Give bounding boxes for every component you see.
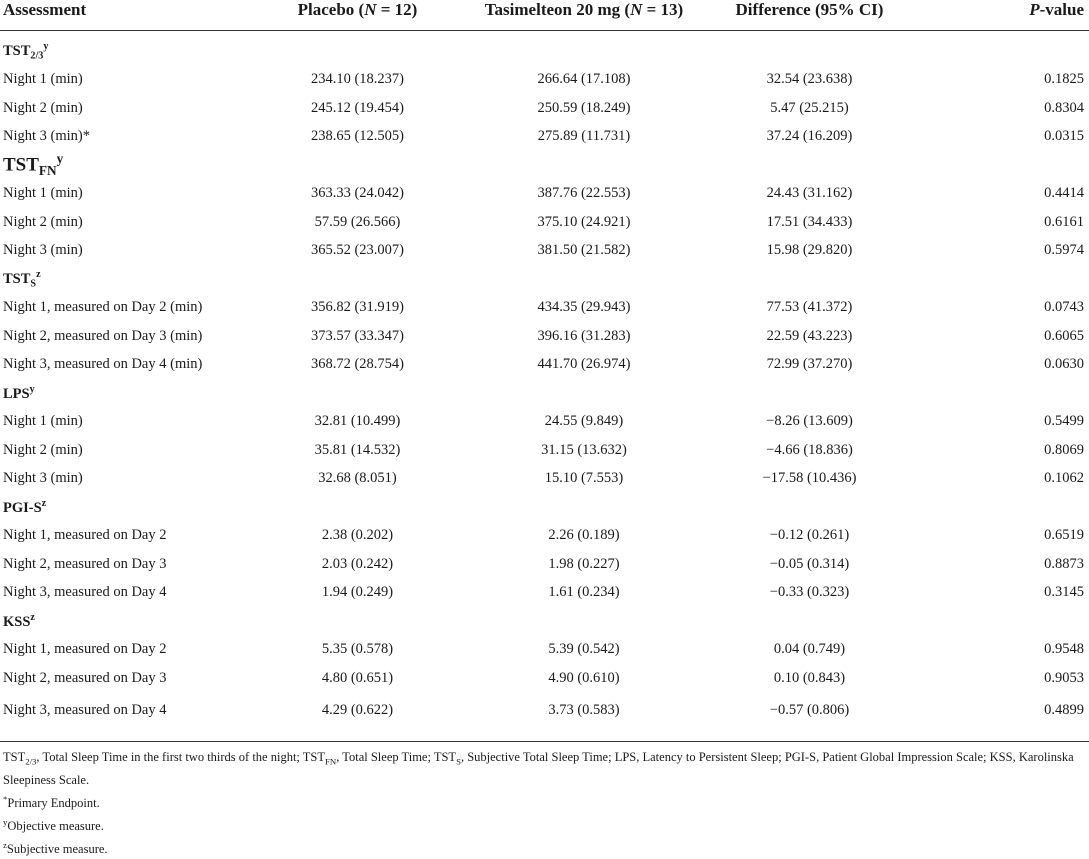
p-value: 0.5499 xyxy=(916,408,1089,437)
p-value: 0.3145 xyxy=(916,579,1089,608)
group-title-superscript: y xyxy=(43,41,48,52)
footnote-abbreviations xyxy=(3,748,1084,791)
header-tasimelteon: Tasimelteon 20 mg (N = 13) xyxy=(465,0,703,31)
difference-value: 24.43 (31.162) xyxy=(703,180,916,209)
tasimelteon-value: 2.26 (0.189) xyxy=(465,522,703,551)
tasimelteon-value: 1.61 (0.234) xyxy=(465,579,703,608)
placebo-value: 356.82 (31.919) xyxy=(250,294,465,323)
p-value: 0.5974 xyxy=(916,237,1089,266)
p-value: 0.6161 xyxy=(916,208,1089,237)
row-label: Night 3 (min)* xyxy=(0,123,250,152)
table-row xyxy=(0,465,1089,494)
table-row xyxy=(0,322,1089,351)
footnote-text: , Total Sleep Time; TST xyxy=(336,750,456,764)
header-assessment: Assessment xyxy=(0,0,250,31)
table-body xyxy=(0,31,1089,742)
p-value: 0.9548 xyxy=(916,636,1089,665)
footnote-note-text: Primary Endpoint. xyxy=(7,796,99,810)
table-row xyxy=(0,123,1089,152)
footnote-text: , Subjective Total Sleep Time; LPS, Latency to Persistent Sleep; PGI-S, Patient Global Impression Scale; KSS, Karolinska Sleepiness Scale. xyxy=(3,750,1074,788)
footnote-subscript: 2/3 xyxy=(25,756,36,766)
table-row xyxy=(0,664,1089,693)
row-label: Night 3 (min) xyxy=(0,465,250,494)
footnote-mark: * xyxy=(3,794,7,804)
tasimelteon-value: 4.90 (0.610) xyxy=(465,664,703,693)
header-difference: Difference (95% CI) xyxy=(703,0,916,31)
group-title-subscript: S xyxy=(30,279,36,290)
row-label: Night 2 (min) xyxy=(0,208,250,237)
p-value: 0.0743 xyxy=(916,294,1089,323)
difference-value: −0.05 (0.314) xyxy=(703,550,916,579)
placebo-value: 373.57 (33.347) xyxy=(250,322,465,351)
row-label: Night 3, measured on Day 4 xyxy=(0,693,250,742)
table-row xyxy=(0,208,1089,237)
group-title xyxy=(0,493,1089,522)
placebo-value: 238.65 (12.505) xyxy=(250,123,465,152)
tasimelteon-value: 381.50 (21.582) xyxy=(465,237,703,266)
group-title-subscript: 2/3 xyxy=(30,51,43,62)
header-p-value: P-value xyxy=(916,0,1089,31)
footnote-note-text: Objective measure. xyxy=(7,819,103,833)
group-row xyxy=(0,493,1089,522)
footnote-subscript: S xyxy=(456,756,461,766)
row-label: Night 1 (min) xyxy=(0,180,250,209)
row-label: Night 1, measured on Day 2 xyxy=(0,636,250,665)
tasimelteon-value: 15.10 (7.553) xyxy=(465,465,703,494)
difference-value: 22.59 (43.223) xyxy=(703,322,916,351)
group-title xyxy=(0,265,1089,294)
row-label: Night 3, measured on Day 4 xyxy=(0,579,250,608)
group-title-text: KSS xyxy=(3,614,30,630)
header-row xyxy=(0,0,1089,31)
p-value: 0.9053 xyxy=(916,664,1089,693)
placebo-value: 57.59 (26.566) xyxy=(250,208,465,237)
group-title-text: TST xyxy=(3,43,30,59)
tasimelteon-value: 387.76 (22.553) xyxy=(465,180,703,209)
group-row xyxy=(0,151,1089,180)
difference-value: 0.10 (0.843) xyxy=(703,664,916,693)
placebo-value: 32.81 (10.499) xyxy=(250,408,465,437)
p-value: 0.4899 xyxy=(916,693,1089,742)
table-row xyxy=(0,693,1089,742)
table-row xyxy=(0,408,1089,437)
table-row xyxy=(0,636,1089,665)
group-title-superscript: y xyxy=(57,151,64,166)
table-row xyxy=(0,294,1089,323)
group-title-subscript: FN xyxy=(39,163,57,178)
row-label: Night 1 (min) xyxy=(0,408,250,437)
row-label: Night 1, measured on Day 2 (min) xyxy=(0,294,250,323)
group-title-superscript: z xyxy=(30,612,35,623)
table-row xyxy=(0,550,1089,579)
placebo-value: 4.80 (0.651) xyxy=(250,664,465,693)
difference-value: 77.53 (41.372) xyxy=(703,294,916,323)
footnote-subscript: FN xyxy=(325,756,336,766)
placebo-value: 368.72 (28.754) xyxy=(250,351,465,380)
row-label: Night 2, measured on Day 3 (min) xyxy=(0,322,250,351)
group-title xyxy=(0,379,1089,408)
row-label: Night 1, measured on Day 2 xyxy=(0,522,250,551)
placebo-value: 1.94 (0.249) xyxy=(250,579,465,608)
placebo-value: 5.35 (0.578) xyxy=(250,636,465,665)
row-label: Night 1 (min) xyxy=(0,66,250,95)
group-title-text: PGI-S xyxy=(3,500,42,516)
p-value: 0.8304 xyxy=(916,94,1089,123)
table-row xyxy=(0,579,1089,608)
difference-value: 32.54 (23.638) xyxy=(703,66,916,95)
p-value: 0.4414 xyxy=(916,180,1089,209)
placebo-value: 32.68 (8.051) xyxy=(250,465,465,494)
p-value: 0.1825 xyxy=(916,66,1089,95)
table-row xyxy=(0,66,1089,95)
difference-value: 0.04 (0.749) xyxy=(703,636,916,665)
group-title xyxy=(0,151,1089,180)
p-value: 0.0630 xyxy=(916,351,1089,380)
tasimelteon-value: 5.39 (0.542) xyxy=(465,636,703,665)
row-label: Night 2, measured on Day 3 xyxy=(0,664,250,693)
difference-value: −0.12 (0.261) xyxy=(703,522,916,551)
row-label: Night 3 (min) xyxy=(0,237,250,266)
group-title-superscript: z xyxy=(42,498,47,509)
placebo-value: 245.12 (19.454) xyxy=(250,94,465,123)
difference-value: −0.57 (0.806) xyxy=(703,693,916,742)
tasimelteon-value: 275.89 (11.731) xyxy=(465,123,703,152)
table-row xyxy=(0,436,1089,465)
group-title-text: TST xyxy=(3,271,30,287)
placebo-value: 2.38 (0.202) xyxy=(250,522,465,551)
footnote-text: , Total Sleep Time in the first two thirds of the night; TST xyxy=(36,750,325,764)
table-row xyxy=(0,522,1089,551)
p-value: 0.6519 xyxy=(916,522,1089,551)
footnote-mark: y xyxy=(3,817,7,827)
difference-value: 72.99 (37.270) xyxy=(703,351,916,380)
placebo-value: 2.03 (0.242) xyxy=(250,550,465,579)
placebo-value: 35.81 (14.532) xyxy=(250,436,465,465)
tasimelteon-value: 31.15 (13.632) xyxy=(465,436,703,465)
group-title xyxy=(0,607,1089,636)
difference-value: −17.58 (10.436) xyxy=(703,465,916,494)
tasimelteon-value: 434.35 (29.943) xyxy=(465,294,703,323)
group-title xyxy=(0,31,1089,66)
tasimelteon-value: 24.55 (9.849) xyxy=(465,408,703,437)
tasimelteon-value: 1.98 (0.227) xyxy=(465,550,703,579)
footnote-note-text: Subjective measure. xyxy=(7,842,108,856)
footnote-note xyxy=(3,813,1084,836)
table-row xyxy=(0,237,1089,266)
p-value: 0.8069 xyxy=(916,436,1089,465)
group-row xyxy=(0,265,1089,294)
tasimelteon-value: 375.10 (24.921) xyxy=(465,208,703,237)
difference-value: −4.66 (18.836) xyxy=(703,436,916,465)
difference-value: 5.47 (25.215) xyxy=(703,94,916,123)
difference-value: −8.26 (13.609) xyxy=(703,408,916,437)
p-value: 0.6065 xyxy=(916,322,1089,351)
placebo-value: 4.29 (0.622) xyxy=(250,693,465,742)
header-placebo: Placebo (N = 12) xyxy=(250,0,465,31)
tasimelteon-value: 250.59 (18.249) xyxy=(465,94,703,123)
row-label: Night 3, measured on Day 4 (min) xyxy=(0,351,250,380)
tasimelteon-value: 266.64 (17.108) xyxy=(465,66,703,95)
group-row xyxy=(0,31,1089,66)
row-label: Night 2 (min) xyxy=(0,94,250,123)
table-footnotes xyxy=(0,742,1089,859)
p-value: 0.1062 xyxy=(916,465,1089,494)
p-value: 0.0315 xyxy=(916,123,1089,152)
placebo-value: 363.33 (24.042) xyxy=(250,180,465,209)
group-title-text: TST xyxy=(3,155,39,176)
placebo-value: 365.52 (23.007) xyxy=(250,237,465,266)
p-value: 0.8873 xyxy=(916,550,1089,579)
footnote-mark: z xyxy=(3,840,7,850)
group-row xyxy=(0,379,1089,408)
table-row xyxy=(0,180,1089,209)
footnote-note xyxy=(3,790,1084,813)
group-title-superscript: z xyxy=(36,269,41,280)
difference-value: 15.98 (29.820) xyxy=(703,237,916,266)
difference-value: 17.51 (34.433) xyxy=(703,208,916,237)
table-row xyxy=(0,351,1089,380)
table-row xyxy=(0,94,1089,123)
table-header xyxy=(0,0,1089,31)
row-label: Night 2, measured on Day 3 xyxy=(0,550,250,579)
tasimelteon-value: 396.16 (31.283) xyxy=(465,322,703,351)
tasimelteon-value: 441.70 (26.974) xyxy=(465,351,703,380)
footnote-notes xyxy=(3,790,1084,859)
difference-value: 37.24 (16.209) xyxy=(703,123,916,152)
difference-value: −0.33 (0.323) xyxy=(703,579,916,608)
group-title-superscript: y xyxy=(30,384,35,395)
group-title-text: LPS xyxy=(3,386,30,402)
footnote-note xyxy=(3,836,1084,859)
placebo-value: 234.10 (18.237) xyxy=(250,66,465,95)
tasimelteon-value: 3.73 (0.583) xyxy=(465,693,703,742)
group-row xyxy=(0,607,1089,636)
row-label: Night 2 (min) xyxy=(0,436,250,465)
footnote-text: TST xyxy=(3,750,25,764)
